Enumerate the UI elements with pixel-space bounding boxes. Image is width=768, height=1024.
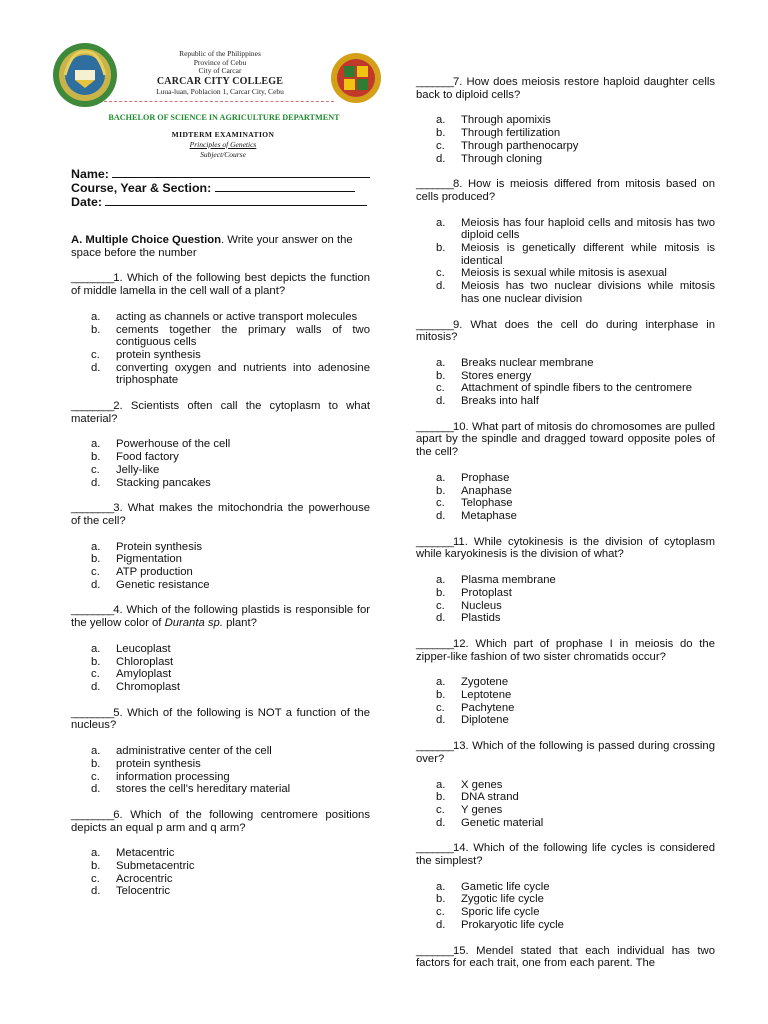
- option-item: [71, 566, 370, 579]
- option-item: [416, 153, 715, 166]
- option-list: [416, 472, 715, 523]
- option-letter: d.: [436, 714, 446, 727]
- option-text: Submetacentric: [116, 860, 195, 873]
- option-text: Pigmentation: [116, 553, 182, 566]
- option-item: [416, 485, 715, 498]
- option-item: [71, 362, 370, 387]
- option-letter: a.: [436, 471, 446, 484]
- name-label: Name:: [71, 167, 109, 181]
- option-text: Through cloning: [461, 152, 543, 165]
- option-text: Metaphase: [461, 509, 517, 522]
- answer-blank[interactable]: _______: [416, 740, 453, 753]
- question-number: 9.: [452, 318, 463, 331]
- option-letter: b.: [91, 757, 101, 770]
- option-item: [416, 395, 715, 408]
- answer-blank[interactable]: ________: [71, 272, 114, 285]
- option-text: Prokaryotic life cycle: [461, 918, 564, 931]
- option-letter: d.: [436, 395, 446, 408]
- option-text: Sporic life cycle: [461, 906, 540, 919]
- instructions: [71, 234, 370, 259]
- option-item: [416, 127, 715, 140]
- option-letter: c.: [91, 668, 100, 681]
- college-seal-left-icon: [52, 42, 118, 108]
- question-number: 1.: [113, 272, 123, 285]
- question-4: [71, 604, 370, 629]
- letterhead-city: City of Carcar: [198, 66, 242, 75]
- option-list: [416, 676, 715, 727]
- question-number: 3.: [113, 502, 123, 515]
- option-text: X genes: [461, 778, 503, 791]
- option-letter: a.: [436, 778, 446, 791]
- department-title: BACHELOR OF SCIENCE IN AGRICULTURE DEPARTMENT: [108, 113, 340, 122]
- right-column: [416, 76, 715, 983]
- question-number: 2.: [113, 400, 123, 413]
- option-text: Amyloplast: [116, 668, 172, 681]
- option-item: [416, 497, 715, 510]
- answer-blank[interactable]: ________: [71, 604, 114, 617]
- question-number: 8.: [452, 178, 463, 191]
- question-9: [416, 319, 715, 344]
- option-item: [416, 510, 715, 523]
- option-text: Stores energy: [461, 369, 532, 382]
- option-text: Genetic resistance: [116, 578, 210, 591]
- date-label: Date:: [71, 195, 102, 209]
- option-list: [416, 217, 715, 306]
- letterhead: [120, 50, 320, 96]
- question-text: Which of the following centromere positions depicts an equal p arm and q arm?: [71, 808, 370, 834]
- option-item: [416, 140, 715, 153]
- question-italic-text: Duranta sp.: [164, 617, 223, 630]
- option-item: [416, 906, 715, 919]
- option-item: [416, 702, 715, 715]
- question-15: [416, 945, 715, 970]
- question-number: 13.: [452, 740, 469, 753]
- answer-blank[interactable]: _______: [416, 318, 453, 331]
- option-text: Meiosis is genetically different while mitosis is identical: [461, 242, 715, 267]
- option-text: Acrocentric: [116, 872, 173, 885]
- question-5: [71, 707, 370, 732]
- option-letter: b.: [436, 893, 446, 906]
- question-text: How is meiosis differed from mitosis based on cells produced?: [416, 178, 715, 203]
- option-item: [416, 612, 715, 625]
- question-text: Scientists often call the cytoplasm to what material?: [71, 400, 370, 425]
- option-item: [416, 382, 715, 395]
- question-10: [416, 421, 715, 459]
- city-seal-right-icon: [330, 52, 382, 104]
- option-letter: d.: [436, 152, 446, 165]
- option-item: [416, 689, 715, 702]
- option-item: [416, 370, 715, 383]
- question-text: Which of the following is NOT a function of the nucleus?: [71, 706, 370, 732]
- option-text: Pachytene: [461, 701, 515, 714]
- option-item: [71, 847, 370, 860]
- option-item: [71, 464, 370, 477]
- instructions-bold: A. Multiple Choice Question: [71, 234, 222, 246]
- option-text: Chromoplast: [116, 680, 181, 693]
- question-8: [416, 178, 715, 203]
- question-7: [416, 76, 715, 101]
- option-list: [416, 779, 715, 830]
- option-item: [416, 817, 715, 830]
- option-letter: d.: [436, 280, 446, 293]
- question-1: [71, 272, 370, 297]
- course-line[interactable]: [215, 181, 355, 192]
- header-divider: [104, 101, 334, 102]
- option-letter: d.: [91, 885, 101, 898]
- course-label: Course, Year & Section:: [71, 181, 212, 195]
- option-item: [71, 873, 370, 886]
- option-letter: c.: [436, 267, 445, 280]
- option-letter: d.: [91, 578, 101, 591]
- option-letter: c.: [91, 463, 100, 476]
- option-letter: a.: [436, 880, 446, 893]
- question-text: Which of the following is passed during crossing over?: [416, 740, 715, 765]
- option-item: [416, 893, 715, 906]
- option-item: [71, 579, 370, 592]
- option-item: [416, 472, 715, 485]
- question-number: 5.: [113, 706, 123, 719]
- option-item: [71, 860, 370, 873]
- answer-blank[interactable]: _______: [416, 842, 453, 855]
- option-text: Stacking pancakes: [116, 476, 211, 489]
- option-list: [416, 574, 715, 625]
- option-list: [71, 438, 370, 489]
- option-letter: a.: [436, 216, 446, 229]
- option-text: Powerhouse of the cell: [116, 438, 231, 451]
- option-text: Telophase: [461, 497, 513, 510]
- option-item: [71, 681, 370, 694]
- option-item: [71, 438, 370, 451]
- answer-blank[interactable]: _______: [416, 535, 453, 548]
- option-list: [71, 745, 370, 796]
- option-text: Protoplast: [461, 586, 512, 599]
- option-letter: b.: [436, 689, 446, 702]
- option-text: Y genes: [461, 803, 503, 816]
- option-letter: a.: [436, 356, 446, 369]
- option-letter: b.: [91, 553, 101, 566]
- option-item: [71, 758, 370, 771]
- option-letter: a.: [436, 574, 446, 587]
- option-item: [71, 643, 370, 656]
- option-letter: b.: [436, 791, 446, 804]
- answer-blank[interactable]: ________: [71, 502, 114, 515]
- option-text: Chloroplast: [116, 655, 174, 668]
- option-letter: d.: [91, 476, 101, 489]
- option-text: acting as channels or active transport molecules: [116, 310, 358, 323]
- college-name: CARCAR CITY COLLEGE: [156, 75, 284, 87]
- exam-heading: [120, 130, 326, 160]
- option-text: Leucoplast: [116, 642, 171, 655]
- option-text: Zygotic life cycle: [461, 893, 544, 906]
- answer-blank[interactable]: ________: [71, 808, 114, 821]
- option-letter: d.: [91, 361, 101, 374]
- date-line[interactable]: [105, 195, 367, 206]
- option-letter: b.: [91, 655, 101, 668]
- question-2: [71, 400, 370, 425]
- question-11: [416, 536, 715, 561]
- option-text: protein synthesis: [116, 348, 201, 361]
- option-text: Breaks into half: [461, 395, 539, 408]
- option-item: [71, 553, 370, 566]
- letterhead-province: Province of Cebu: [193, 57, 247, 67]
- question-text: How does meiosis restore haploid daughter cells back to diploid cells?: [416, 76, 715, 101]
- option-letter: a.: [91, 642, 101, 655]
- option-item: [416, 267, 715, 280]
- option-item: [416, 804, 715, 817]
- option-letter: b.: [436, 127, 446, 140]
- option-list: [71, 643, 370, 694]
- option-item: [416, 357, 715, 370]
- course-field[interactable]: [71, 181, 355, 195]
- option-text: Telocentric: [116, 885, 170, 898]
- answer-blank[interactable]: _______: [416, 944, 453, 957]
- option-text: Gametic life cycle: [461, 880, 550, 893]
- option-item: [71, 451, 370, 464]
- question-number: 4.: [113, 604, 123, 617]
- option-item: [71, 668, 370, 681]
- option-text: Nucleus: [461, 599, 502, 612]
- option-text: Leptotene: [461, 689, 512, 702]
- option-letter: d.: [436, 509, 446, 522]
- option-letter: b.: [91, 860, 101, 873]
- option-list: [416, 114, 715, 165]
- option-letter: b.: [436, 242, 446, 255]
- option-item: [416, 242, 715, 267]
- option-item: [71, 541, 370, 554]
- option-text: ATP production: [116, 566, 193, 579]
- option-letter: c.: [436, 906, 445, 919]
- option-item: [416, 600, 715, 613]
- option-letter: c.: [91, 770, 100, 783]
- option-item: [71, 771, 370, 784]
- option-text: Diplotene: [461, 714, 509, 727]
- option-text: Through parthenocarpy: [461, 139, 579, 152]
- question-text: Which part of prophase I in meiosis do the zipper-like fashion of two sister chromatids occur?: [416, 637, 715, 663]
- option-item: [416, 779, 715, 792]
- option-item: [71, 311, 370, 324]
- question-text: Mendel stated that each individual has two factors for each trait, one from each parent. The: [416, 944, 715, 970]
- option-letter: c.: [436, 139, 445, 152]
- question-text: Which of the following plastids is responsible for the yellow color of: [71, 604, 370, 630]
- date-field[interactable]: [71, 195, 367, 209]
- exam-subject: Principles of Genetics: [189, 140, 257, 149]
- option-text: converting oxygen and nutrients into adenosine triphosphate: [116, 361, 370, 387]
- question-number: 11.: [452, 535, 468, 548]
- option-letter: d.: [91, 680, 101, 693]
- option-item: [416, 280, 715, 305]
- exam-title: MIDTERM EXAMINATION: [171, 130, 275, 139]
- option-text: Plasma membrane: [461, 574, 556, 587]
- question-text: What does the cell do during interphase in mitosis?: [416, 318, 715, 344]
- option-item: [416, 217, 715, 242]
- option-text: Meiosis is sexual while mitosis is asexual: [461, 267, 667, 280]
- option-letter: d.: [436, 612, 446, 625]
- option-item: [71, 324, 370, 349]
- option-letter: a.: [91, 540, 101, 553]
- question-13: [416, 740, 715, 765]
- question-text: What makes the mitochondria the powerhouse of the cell?: [71, 502, 370, 527]
- answer-blank[interactable]: ________: [71, 400, 114, 413]
- option-letter: a.: [91, 310, 101, 323]
- option-item: [416, 587, 715, 600]
- option-text: information processing: [116, 770, 230, 783]
- option-text: Attachment of spindle fibers to the centromere: [461, 382, 693, 395]
- option-text: Breaks nuclear membrane: [461, 356, 594, 369]
- option-text: Through fertilization: [461, 127, 561, 140]
- option-list: [71, 541, 370, 592]
- option-text: Jelly-like: [116, 463, 160, 476]
- option-letter: b.: [91, 323, 101, 336]
- option-text: Meiosis has two nuclear divisions while mitosis has one nuclear division: [461, 280, 715, 305]
- name-field[interactable]: [71, 167, 370, 181]
- question-14: [416, 842, 715, 867]
- option-text: Protein synthesis: [116, 540, 203, 553]
- option-letter: b.: [436, 484, 446, 497]
- option-text: Meiosis has four haploid cells and mitosis has two diploid cells: [461, 216, 715, 242]
- option-item: [416, 114, 715, 127]
- question-12: [416, 638, 715, 663]
- question-number: 6.: [113, 808, 123, 821]
- option-list: [416, 357, 715, 408]
- answer-blank[interactable]: _______: [416, 637, 453, 650]
- option-item: [71, 477, 370, 490]
- option-item: [71, 783, 370, 796]
- question-number: 7.: [452, 76, 463, 88]
- option-item: [71, 745, 370, 758]
- question-text: Which of the following best depicts the function of middle lamella in the cell wall of a plant?: [71, 272, 370, 298]
- question-number: 12.: [452, 637, 469, 650]
- option-text: Prophase: [461, 471, 510, 484]
- question-number: 14.: [452, 842, 469, 855]
- option-letter: d.: [436, 918, 446, 931]
- question-6: [71, 809, 370, 834]
- question-number: 15.: [452, 944, 469, 957]
- option-letter: a.: [91, 847, 101, 860]
- option-letter: b.: [91, 451, 101, 464]
- name-line[interactable]: [112, 167, 370, 178]
- question-3: [71, 502, 370, 527]
- option-list: [71, 311, 370, 387]
- option-letter: a.: [91, 745, 101, 758]
- option-text: Food factory: [116, 451, 179, 464]
- option-item: [416, 881, 715, 894]
- option-text: Anaphase: [461, 484, 512, 497]
- option-text: Through apomixis: [461, 114, 551, 127]
- option-letter: d.: [91, 783, 101, 796]
- option-letter: a.: [91, 438, 101, 451]
- answer-blank[interactable]: _______: [416, 420, 453, 433]
- option-item: [416, 919, 715, 932]
- option-text: Metacentric: [116, 847, 175, 860]
- option-letter: c.: [436, 701, 445, 714]
- option-text: stores the cell's hereditary material: [116, 783, 291, 796]
- option-item: [416, 791, 715, 804]
- option-letter: d.: [436, 816, 446, 829]
- question-text: What part of mitosis do chromosomes are pulled apart by the spindle and dragged toward opposite poles of the cell?: [416, 420, 715, 459]
- question-text-end: plant?: [222, 617, 257, 630]
- question-number: 10.: [452, 420, 469, 433]
- option-item: [71, 885, 370, 898]
- option-item: [71, 349, 370, 362]
- option-text: Zygotene: [461, 676, 509, 689]
- option-text: cements together the primary walls of two contiguous cells: [116, 323, 370, 349]
- option-letter: c.: [436, 382, 445, 395]
- answer-blank[interactable]: _______: [416, 178, 453, 191]
- option-text: administrative center of the cell: [116, 745, 272, 758]
- option-letter: a.: [436, 114, 446, 127]
- option-letter: c.: [436, 803, 445, 816]
- option-list: [416, 881, 715, 932]
- option-text: DNA strand: [461, 791, 519, 804]
- answer-blank[interactable]: ________: [71, 706, 114, 719]
- option-letter: b.: [436, 586, 446, 599]
- option-item: [71, 656, 370, 669]
- option-letter: c.: [436, 497, 445, 510]
- letterhead-republic: Republic of the Philippines: [179, 49, 261, 58]
- option-item: [416, 574, 715, 587]
- question-text: While cytokinesis is the division of cytoplasm while karyokinesis is the division of what?: [416, 535, 715, 561]
- answer-blank[interactable]: _______: [416, 76, 453, 88]
- option-letter: b.: [436, 369, 446, 382]
- option-letter: c.: [91, 348, 100, 361]
- exam-subject-course: Subject/Course: [200, 150, 246, 159]
- option-item: [416, 676, 715, 689]
- letterhead-address: Luua-luan, Poblacion 1, Carcar City, Cebu: [156, 86, 284, 96]
- instructions-text: . Write your answer on the space before the number: [71, 234, 353, 259]
- question-text: Which of the following life cycles is considered the simplest?: [416, 842, 715, 868]
- left-column: [71, 234, 370, 911]
- option-item: [416, 714, 715, 727]
- option-letter: c.: [91, 872, 100, 885]
- option-text: Plastids: [461, 612, 501, 625]
- option-text: Genetic material: [461, 816, 544, 829]
- option-list: [71, 847, 370, 898]
- option-letter: c.: [91, 566, 100, 579]
- option-letter: c.: [436, 599, 445, 612]
- option-text: protein synthesis: [116, 757, 201, 770]
- option-letter: a.: [436, 676, 446, 689]
